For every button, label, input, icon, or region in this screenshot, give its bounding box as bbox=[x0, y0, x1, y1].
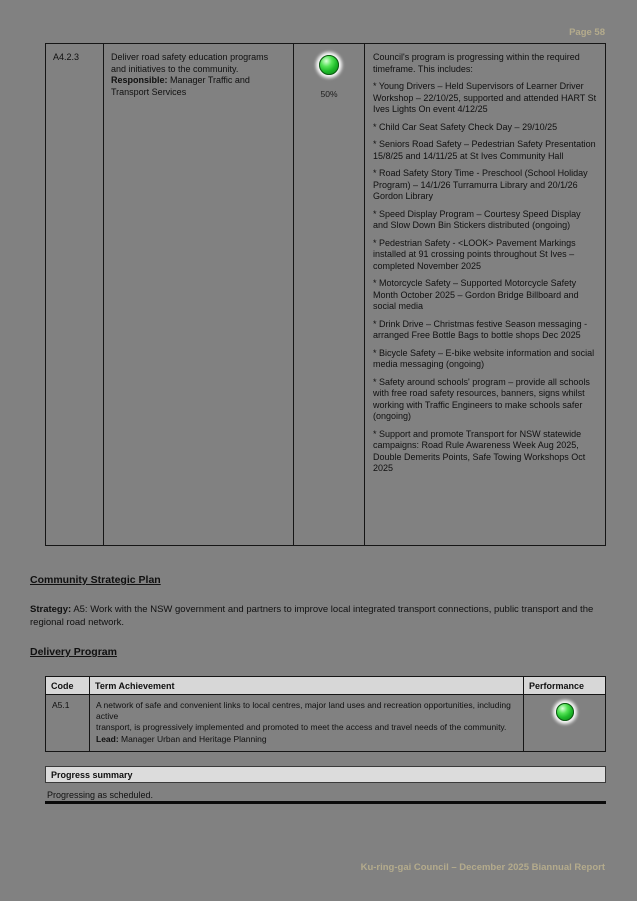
responsible-label: Responsible: bbox=[111, 75, 168, 85]
achievement-text-cell bbox=[90, 695, 524, 751]
page-number: Page 58 bbox=[569, 27, 605, 38]
lead-value: Manager Urban and Heritage Planning bbox=[121, 734, 267, 744]
delivery-table-row bbox=[46, 695, 605, 751]
responsible-value: Manager Traffic and Transport Services bbox=[111, 75, 250, 97]
progress-summary-bar: Progress summary bbox=[45, 766, 606, 783]
report-footer: Ku-ring-gai Council – December 2025 Biannual Report bbox=[360, 862, 605, 873]
task-description: Deliver road safety education programs and initiatives to the community. bbox=[111, 52, 269, 74]
comment-item: * Safety around schools' program – provide all schools with free road safety resources, banners, signs whilst working with Traffic Engineers to make schools safer (ongoing) bbox=[373, 376, 590, 421]
task-description-cell bbox=[104, 44, 294, 545]
achievement-lead bbox=[96, 734, 517, 745]
achievement-line2: transport, is progressively implemented and promoted to meet the access and travel needs of the community. bbox=[96, 722, 507, 732]
delivery-table-header-row bbox=[46, 677, 605, 695]
strategy-label: Strategy: bbox=[30, 604, 72, 615]
header-code: Code bbox=[46, 677, 90, 694]
achievement-code-cell: A5.1 bbox=[46, 695, 90, 751]
comment-item: * Speed Display Program – Courtesy Speed Display and Slow Down Bin Stickers distributed (ongoing) bbox=[373, 208, 581, 230]
delivery-program-heading: Delivery Program bbox=[30, 646, 117, 658]
csp-heading: Community Strategic Plan bbox=[30, 574, 161, 586]
section-divider-rule bbox=[45, 801, 606, 804]
task-progress-percent: 50% bbox=[320, 89, 338, 99]
task-status-cell bbox=[294, 44, 365, 545]
task-code-cell: A4.2.3 bbox=[46, 44, 104, 545]
comment-item: * Pedestrian Safety - <LOOK> Pavement Markings installed at 91 crossing points throughout St Ives – completed November 2025 bbox=[373, 237, 576, 271]
operational-status-table bbox=[45, 43, 606, 546]
header-performance: Performance bbox=[529, 681, 585, 691]
comment-item: * Road Safety Story Time - Preschool (School Holiday Program) – 14/1/26 Turramurra Library and 20/1/26 Gordon Library bbox=[373, 168, 588, 201]
progress-summary-text: Progressing as scheduled. bbox=[47, 790, 154, 800]
comment-item: * Support and promote Transport for NSW statewide campaigns: Road Rule Awareness Week Aug 2025, Double Demerits Points, Safe Towing Workshops Oct 2025 bbox=[373, 428, 586, 473]
comments-list bbox=[373, 81, 597, 475]
comment-item: * Child Car Seat Safety Check Day – 29/10/25 bbox=[373, 121, 558, 132]
header-term-achievement: Term Achievement bbox=[90, 677, 524, 694]
comment-item: * Seniors Road Safety – Pedestrian Safety Presentation 15/8/25 and 14/11/25 at St Ives Community Hall bbox=[373, 139, 596, 161]
strategy-text: A5: Work with the NSW government and partners to improve local integrated transport connections, public transport and the regional road network. bbox=[30, 604, 594, 628]
delivery-program-table bbox=[45, 676, 606, 752]
task-responsible bbox=[111, 75, 285, 98]
comment-item: * Motorcycle Safety – Supported Motorcycle Safety Month October 2025 – Gordon Bridge Billboard and social media bbox=[373, 278, 579, 311]
comment-item: * Drink Drive – Christmas festive Season messaging - arranged Free Bottle Bags to bottle shops Dec 2025 bbox=[373, 318, 588, 340]
strategy-paragraph bbox=[30, 603, 614, 629]
green-status-ball-icon bbox=[319, 55, 339, 75]
task-comments-cell bbox=[365, 44, 605, 545]
achievement-line1: A network of safe and convenient links to local centres, major land uses and recreation opportunities, including active bbox=[96, 700, 511, 721]
lead-label: Lead: bbox=[96, 734, 119, 744]
comments-intro: Council's program is progressing within the required timeframe. This includes: bbox=[373, 52, 580, 74]
comment-item: * Young Drivers – Held Supervisors of Learner Driver Workshop – 22/10/25, supported and attended HART St Ives Lights On event 4/12/25 bbox=[373, 81, 597, 114]
performance-cell bbox=[524, 695, 605, 751]
green-status-ball-icon bbox=[556, 703, 574, 721]
comment-item: * Bicycle Safety – E-bike website information and social media messaging (ongoing) bbox=[373, 347, 595, 369]
